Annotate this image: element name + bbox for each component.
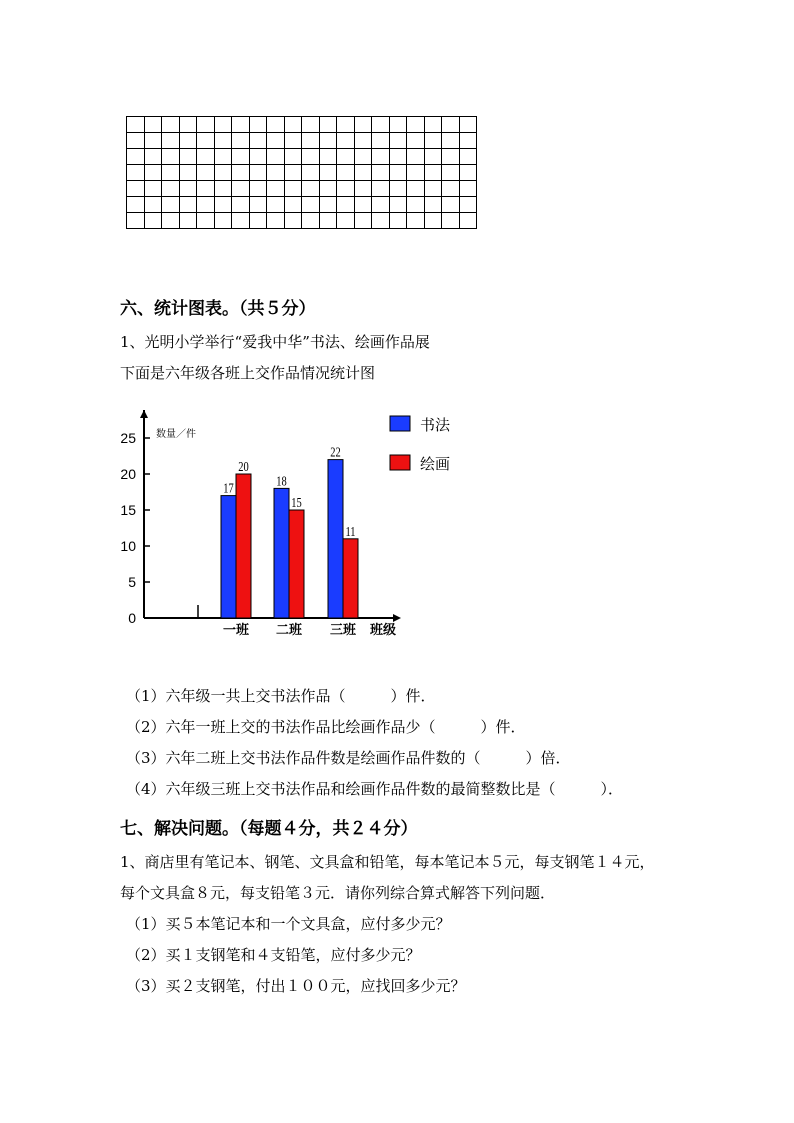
grid-cell [249,165,267,181]
grid-cell [162,117,180,133]
y-tick-label: 5 [128,574,136,590]
grid-cell [442,197,460,213]
grid-cell [162,165,180,181]
grid-cell [249,197,267,213]
bar-书法 [221,496,236,618]
grid-cell [214,117,232,133]
legend-label: 绘画 [420,455,451,473]
grid-cell [127,181,145,197]
grid-cell [337,181,355,197]
grid-cell [179,165,197,181]
grid-cell [232,133,250,149]
grid-cell [354,117,372,133]
grid-cell [127,213,145,229]
section6-heading: 六、统计图表。（共５分） [120,299,316,319]
writing-grid [126,116,477,229]
grid-cell [424,149,442,165]
data-label: 17 [223,480,234,496]
grid-cell [372,165,390,181]
grid-cell [284,165,302,181]
grid-cell [407,117,425,133]
grid-cell [407,149,425,165]
grid-cell [372,197,390,213]
bar-绘画 [289,510,304,618]
grid-cell [459,117,477,133]
grid-cell [162,133,180,149]
grid-cell [424,197,442,213]
grid-cell [214,213,232,229]
x-axis-arrow [393,614,401,622]
x-tick-label: 一班 [222,623,250,638]
grid-cell [144,165,162,181]
data-label: 20 [238,458,249,475]
question-6-1: （1）六年级一共上交书法作品（ ）件． [126,687,436,705]
grid-cell [232,197,250,213]
grid-cell [407,133,425,149]
grid-cell [354,165,372,181]
data-label: 18 [276,472,287,489]
grid-cell [197,197,215,213]
grid-cell [459,197,477,213]
grid-cell [442,213,460,229]
grid-cell [249,213,267,229]
grid-cell [267,117,285,133]
x-tick-label: 三班 [329,623,357,638]
grid-cell [372,213,390,229]
grid-cell [424,133,442,149]
y-tick-label: 15 [120,502,136,518]
grid-cell [354,213,372,229]
grid-cell [354,181,372,197]
section7-intro-2: 每个文具盒８元，每支铅笔３元．请你列综合算式解答下列问题． [120,884,556,902]
section7-intro-1: 1、商店里有笔记本、钢笔、文具盒和铅笔，每本笔记本５元，每支钢笔１４元， [120,853,655,871]
grid-cell [319,181,337,197]
question-7-3: （3）买２支钢笔，付出１００元，应找回多少元？ [126,977,466,995]
grid-cell [197,213,215,229]
grid-cell [232,117,250,133]
grid-cell [144,117,162,133]
question-7-2: （2）买１支钢笔和４支铅笔，应付多少元？ [126,946,421,964]
grid-cell [214,149,232,165]
legend-swatch [390,455,410,470]
grid-cell [302,181,320,197]
grid-cell [372,133,390,149]
grid-cell [179,117,197,133]
section6-intro-1: 1、光明小学举行“爱我中华”书法、绘画作品展 [120,333,430,351]
grid-cell [389,149,407,165]
grid-cell [459,181,477,197]
grid-cell [337,213,355,229]
section7-heading: 七、解决问题。（每题４分，共２４分） [120,819,418,839]
grid-cell [144,133,162,149]
grid-cell [214,165,232,181]
grid-cell [179,133,197,149]
bar-绘画 [343,539,358,618]
question-6-2: （2）六年一班上交的书法作品比绘画作品少（ ）件． [126,718,526,736]
y-tick-label: 10 [120,538,136,554]
grid-cell [127,133,145,149]
grid-cell [197,149,215,165]
grid-cell [284,197,302,213]
grid-cell [144,149,162,165]
grid-cell [249,133,267,149]
grid-cell [424,117,442,133]
grid-cell [144,181,162,197]
grid-cell [179,213,197,229]
bar-书法 [274,488,289,618]
grid-cell [302,213,320,229]
bar-chart [110,400,470,640]
grid-cell [127,197,145,213]
grid-cell [459,133,477,149]
grid-cell [442,165,460,181]
grid-cell [302,165,320,181]
grid-cell [442,133,460,149]
grid-cell [389,213,407,229]
grid-cell [337,117,355,133]
grid-cell [442,117,460,133]
grid-cell [319,149,337,165]
grid-cell [302,149,320,165]
x-axis-label: 班级 [370,623,397,638]
grid-cell [267,197,285,213]
grid-cell [249,149,267,165]
data-label: 11 [345,523,356,540]
grid-cell [127,165,145,181]
grid-cell [372,149,390,165]
grid-cell [389,117,407,133]
grid-cell [389,197,407,213]
grid-cell [442,181,460,197]
grid-cell [284,117,302,133]
grid-cell [407,213,425,229]
grid-cell [389,181,407,197]
grid-cell [337,197,355,213]
grid-cell [284,181,302,197]
grid-cell [302,133,320,149]
grid-cell [407,165,425,181]
grid-cell [214,197,232,213]
grid-cell [214,181,232,197]
grid-cell [284,213,302,229]
bar-绘画 [236,474,251,618]
grid-cell [424,213,442,229]
grid-cell [197,117,215,133]
grid-cell [232,149,250,165]
grid-cell [232,213,250,229]
legend-label: 书法 [420,416,451,434]
grid-cell [127,117,145,133]
grid-cell [407,181,425,197]
grid-cell [319,117,337,133]
grid-cell [424,181,442,197]
data-label: 22 [330,444,341,460]
grid-cell [197,181,215,197]
grid-cell [284,133,302,149]
bar-书法 [328,460,343,618]
section6-intro-2: 下面是六年级各班上交作品情况统计图 [120,364,376,382]
grid-cell [354,197,372,213]
grid-cell [459,149,477,165]
grid-cell [267,165,285,181]
grid-cell [179,197,197,213]
grid-cell [459,213,477,229]
grid-cell [337,149,355,165]
grid-cell [319,197,337,213]
grid-cell [162,181,180,197]
y-axis-arrow [140,410,148,418]
grid-cell [249,117,267,133]
y-tick-label: 0 [128,610,136,626]
y-tick-label: 20 [120,466,136,482]
question-6-4: （4）六年级三班上交书法作品和绘画作品件数的最简整数比是（ ）． [126,780,624,798]
grid-cell [319,165,337,181]
grid-cell [179,149,197,165]
grid-cell [232,165,250,181]
grid-cell [337,133,355,149]
grid-cell [162,213,180,229]
grid-cell [424,165,442,181]
grid-cell [214,133,232,149]
grid-cell [302,197,320,213]
grid-cell [284,149,302,165]
grid-cell [127,149,145,165]
question-6-3: （3）六年二班上交书法作品件数是绘画作品件数的（ ）倍． [126,749,571,767]
grid-cell [442,149,460,165]
legend-swatch [390,416,410,431]
grid-cell [389,165,407,181]
grid-cell [144,197,162,213]
grid-cell [162,197,180,213]
x-tick-label: 二班 [275,623,303,638]
grid-cell [249,181,267,197]
grid-cell [197,165,215,181]
grid-cell [407,197,425,213]
grid-cell [162,149,180,165]
grid-cell [144,213,162,229]
grid-cell [319,133,337,149]
grid-cell [232,181,250,197]
grid-cell [372,181,390,197]
grid-cell [197,133,215,149]
y-tick-label: 25 [120,430,136,446]
grid-cell [337,165,355,181]
question-7-1: （1）买５本笔记本和一个文具盒，应付多少元？ [126,915,451,933]
grid-cell [459,165,477,181]
grid-cell [389,133,407,149]
grid-cell [267,213,285,229]
grid-cell [302,117,320,133]
grid-cell [267,149,285,165]
grid-cell [179,181,197,197]
grid-cell [319,213,337,229]
grid-cell [354,149,372,165]
y-axis-label: 数量／件 [156,429,196,440]
grid-cell [267,133,285,149]
grid-cell [354,133,372,149]
grid-cell [372,117,390,133]
data-label: 15 [291,494,302,511]
grid-cell [267,181,285,197]
